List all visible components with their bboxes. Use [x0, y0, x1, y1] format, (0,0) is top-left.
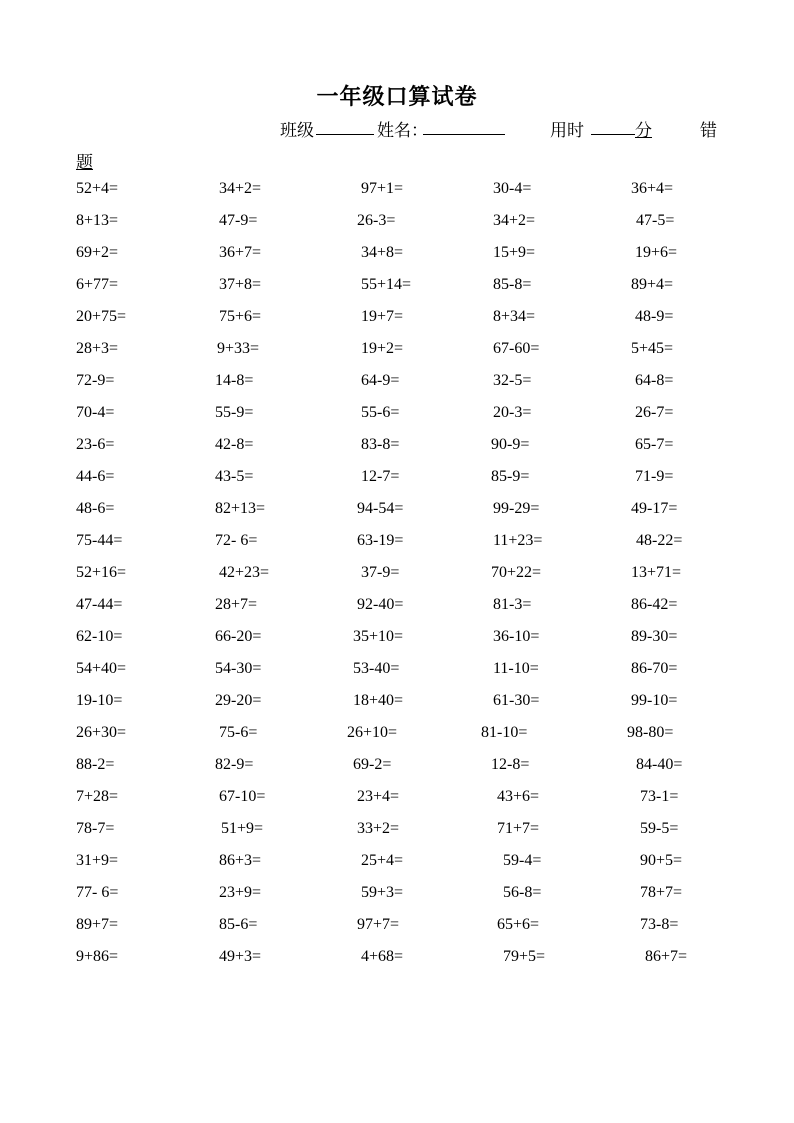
problem-item: 19-10=	[76, 692, 123, 709]
problem-row	[0, 820, 794, 852]
problem-row	[0, 692, 794, 724]
problem-item: 61-30=	[493, 692, 540, 709]
problem-item: 47-9=	[219, 212, 258, 229]
problem-item: 44-6=	[76, 468, 115, 485]
problem-item: 34+8=	[361, 244, 404, 261]
problem-item: 37+8=	[219, 276, 262, 293]
problem-item: 92-40=	[357, 596, 404, 613]
problem-item: 67-10=	[219, 788, 266, 805]
problem-item: 59-4=	[503, 852, 542, 869]
problem-item: 89-30=	[631, 628, 678, 645]
problem-item: 52+4=	[76, 180, 119, 197]
problem-row	[0, 628, 794, 660]
problem-item: 11+23=	[493, 532, 543, 549]
problem-item: 14-8=	[215, 372, 254, 389]
problem-item: 26-7=	[635, 404, 674, 421]
problem-item: 8+34=	[493, 308, 536, 325]
problem-item: 52+16=	[76, 564, 127, 581]
problem-item: 85-9=	[491, 468, 530, 485]
problem-row	[0, 468, 794, 500]
problem-item: 42+23=	[219, 564, 270, 581]
problem-item: 59-5=	[640, 820, 679, 837]
problem-item: 49-17=	[631, 500, 678, 517]
problem-item: 82-9=	[215, 756, 254, 773]
problem-item: 49+3=	[219, 948, 262, 965]
problem-item: 18+40=	[353, 692, 404, 709]
problem-row	[0, 660, 794, 692]
problem-item: 20+75=	[76, 308, 127, 325]
problem-item: 86+7=	[645, 948, 688, 965]
problem-grid	[0, 180, 794, 980]
problem-item: 69+2=	[76, 244, 119, 261]
problem-item: 28+7=	[215, 596, 258, 613]
problem-item: 19+7=	[361, 308, 404, 325]
name-blank[interactable]	[423, 116, 505, 135]
problem-row	[0, 340, 794, 372]
problem-item: 77- 6=	[76, 884, 119, 901]
problem-item: 28+3=	[76, 340, 119, 357]
time-label: 用时	[550, 121, 584, 141]
problem-item: 48-22=	[636, 532, 683, 549]
problem-row	[0, 948, 794, 980]
problem-item: 9+33=	[217, 340, 260, 357]
problem-item: 89+7=	[76, 916, 119, 933]
problem-item: 9+86=	[76, 948, 119, 965]
problem-item: 97+1=	[361, 180, 404, 197]
problem-row	[0, 404, 794, 436]
problem-item: 72- 6=	[215, 532, 258, 549]
problem-item: 31+9=	[76, 852, 119, 869]
problem-item: 75+6=	[219, 308, 262, 325]
problem-item: 70+22=	[491, 564, 542, 581]
wrong-label-part1: 错	[700, 121, 717, 141]
problem-item: 90+5=	[640, 852, 683, 869]
problem-item: 25+4=	[361, 852, 404, 869]
problem-item: 84-40=	[636, 756, 683, 773]
problem-item: 23-6=	[76, 436, 115, 453]
problem-row	[0, 532, 794, 564]
problem-item: 78+7=	[640, 884, 683, 901]
problem-item: 37-9=	[361, 564, 400, 581]
problem-item: 55-6=	[361, 404, 400, 421]
problem-item: 12-8=	[491, 756, 530, 773]
problem-item: 29-20=	[215, 692, 262, 709]
problem-item: 98-80=	[627, 724, 674, 741]
problem-item: 85-8=	[493, 276, 532, 293]
problem-item: 56-8=	[503, 884, 542, 901]
wrong-label-part2: 题	[76, 153, 93, 173]
problem-item: 6+77=	[76, 276, 119, 293]
problem-item: 90-9=	[491, 436, 530, 453]
problem-item: 20-3=	[493, 404, 532, 421]
problem-item: 66-20=	[215, 628, 262, 645]
problem-row	[0, 852, 794, 884]
problem-item: 7+28=	[76, 788, 119, 805]
problem-item: 36-10=	[493, 628, 540, 645]
problem-item: 99-10=	[631, 692, 678, 709]
problem-item: 48-6=	[76, 500, 115, 517]
problem-item: 33+2=	[357, 820, 400, 837]
class-blank[interactable]	[316, 116, 374, 135]
problem-item: 53-40=	[353, 660, 400, 677]
problem-row	[0, 724, 794, 756]
name-label: 姓名：	[377, 121, 428, 141]
problem-item: 23+9=	[219, 884, 262, 901]
problem-item: 5+45=	[631, 340, 674, 357]
problem-item: 26-3=	[357, 212, 396, 229]
problem-row	[0, 500, 794, 532]
problem-item: 55-9=	[215, 404, 254, 421]
problem-item: 12-7=	[361, 468, 400, 485]
problem-item: 71+7=	[497, 820, 540, 837]
problem-item: 67-60=	[493, 340, 540, 357]
problem-item: 11-10=	[493, 660, 539, 677]
problem-item: 89+4=	[631, 276, 674, 293]
problem-row	[0, 372, 794, 404]
problem-row	[0, 788, 794, 820]
problem-item: 81-10=	[481, 724, 528, 741]
problem-item: 34+2=	[493, 212, 536, 229]
time-blank[interactable]	[591, 116, 635, 135]
problem-item: 15+9=	[493, 244, 536, 261]
problem-item: 35+10=	[353, 628, 404, 645]
minute-label: 分	[635, 121, 652, 141]
problem-item: 73-1=	[640, 788, 679, 805]
problem-item: 75-44=	[76, 532, 123, 549]
problem-item: 88-2=	[76, 756, 115, 773]
problem-item: 54-30=	[215, 660, 262, 677]
problem-item: 72-9=	[76, 372, 115, 389]
problem-item: 26+10=	[347, 724, 398, 741]
problem-item: 75-6=	[219, 724, 258, 741]
problem-item: 55+14=	[361, 276, 412, 293]
problem-item: 94-54=	[357, 500, 404, 517]
problem-item: 81-3=	[493, 596, 532, 613]
problem-item: 97+7=	[357, 916, 400, 933]
problem-row	[0, 756, 794, 788]
problem-item: 42-8=	[215, 436, 254, 453]
problem-item: 19+6=	[635, 244, 678, 261]
class-label: 班级	[280, 121, 314, 141]
problem-item: 64-9=	[361, 372, 400, 389]
problem-item: 85-6=	[219, 916, 258, 933]
problem-item: 34+2=	[219, 180, 262, 197]
problem-row	[0, 916, 794, 948]
problem-row	[0, 276, 794, 308]
problem-row	[0, 884, 794, 916]
problem-item: 4+68=	[361, 948, 404, 965]
problem-item: 43+6=	[497, 788, 540, 805]
problem-item: 47-44=	[76, 596, 123, 613]
problem-item: 48-9=	[635, 308, 674, 325]
problem-item: 36+7=	[219, 244, 262, 261]
problem-item: 47-5=	[636, 212, 675, 229]
problem-item: 65-7=	[635, 436, 674, 453]
problem-item: 86+3=	[219, 852, 262, 869]
problem-row	[0, 308, 794, 340]
problem-item: 43-5=	[215, 468, 254, 485]
problem-row	[0, 596, 794, 628]
problem-item: 70-4=	[76, 404, 115, 421]
problem-item: 69-2=	[353, 756, 392, 773]
problem-row	[0, 436, 794, 468]
problem-item: 83-8=	[361, 436, 400, 453]
problem-row	[0, 244, 794, 276]
problem-item: 36+4=	[631, 180, 674, 197]
problem-item: 32-5=	[493, 372, 532, 389]
problem-item: 19+2=	[361, 340, 404, 357]
problem-item: 59+3=	[361, 884, 404, 901]
problem-item: 23+4=	[357, 788, 400, 805]
problem-item: 51+9=	[221, 820, 264, 837]
problem-row	[0, 564, 794, 596]
problem-item: 86-70=	[631, 660, 678, 677]
problem-item: 86-42=	[631, 596, 678, 613]
problem-item: 62-10=	[76, 628, 123, 645]
problem-item: 65+6=	[497, 916, 540, 933]
problem-item: 71-9=	[635, 468, 674, 485]
problem-item: 30-4=	[493, 180, 532, 197]
problem-item: 8+13=	[76, 212, 119, 229]
problem-item: 73-8=	[640, 916, 679, 933]
problem-item: 99-29=	[493, 500, 540, 517]
problem-item: 78-7=	[76, 820, 115, 837]
problem-item: 26+30=	[76, 724, 127, 741]
problem-item: 54+40=	[76, 660, 127, 677]
problem-row	[0, 212, 794, 244]
page-title: 一年级口算试卷	[316, 85, 478, 110]
problem-item: 13+71=	[631, 564, 682, 581]
problem-item: 64-8=	[635, 372, 674, 389]
problem-item: 63-19=	[357, 532, 404, 549]
problem-item: 79+5=	[503, 948, 546, 965]
problem-item: 82+13=	[215, 500, 266, 517]
problem-row	[0, 180, 794, 212]
